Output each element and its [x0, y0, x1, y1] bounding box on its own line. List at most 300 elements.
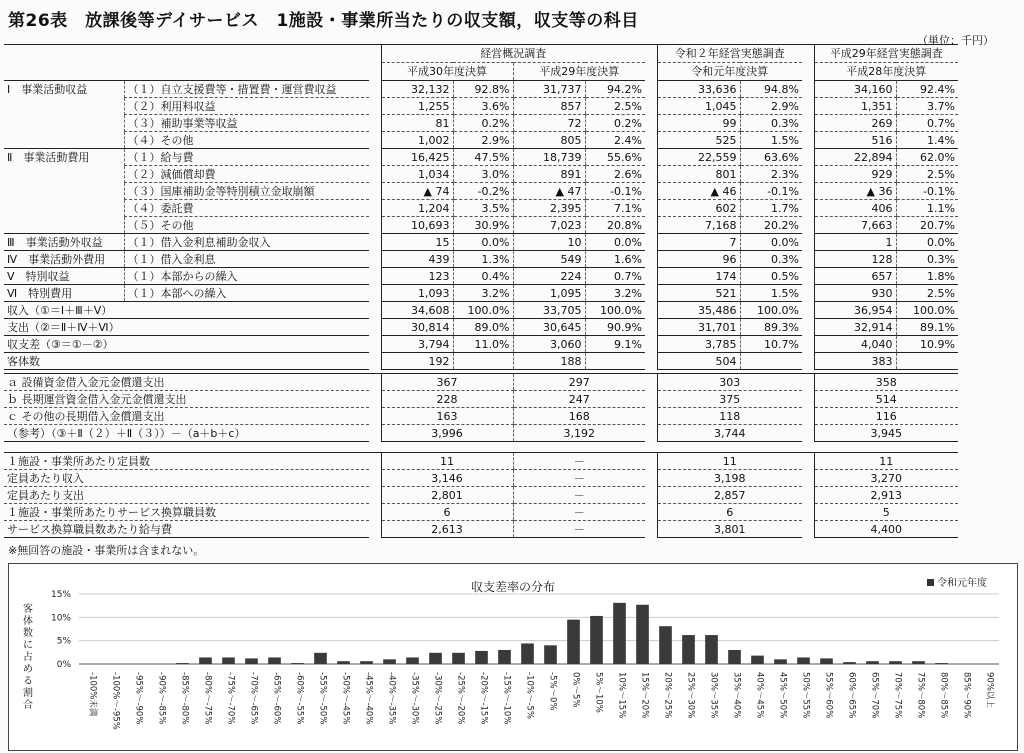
pct-a: 3.5% — [453, 200, 513, 217]
table-row — [4, 251, 958, 268]
value-d: 32,914 — [814, 319, 896, 336]
value-d: 514 — [814, 391, 958, 408]
bar — [613, 603, 626, 664]
value-d: 128 — [814, 251, 896, 268]
value-a: 6 — [381, 504, 513, 521]
value-a: 1,093 — [381, 285, 453, 302]
spacer — [802, 353, 814, 370]
chart-title: 収支差率の分布 — [470, 580, 555, 594]
header-col-a: 平成30年度決算 — [381, 63, 513, 81]
pct-a: 47.5% — [453, 149, 513, 166]
value-c: 303 — [657, 374, 802, 391]
x-tick-label: 85%～90% — [961, 672, 972, 719]
bar — [314, 653, 327, 664]
spacer — [645, 149, 657, 166]
spacer — [645, 217, 657, 234]
value-b: 3,192 — [513, 425, 645, 442]
table-row — [4, 425, 958, 442]
y-tick-label: 0% — [56, 660, 71, 670]
pct-a: 3.2% — [453, 285, 513, 302]
value-a: 3,996 — [381, 425, 513, 442]
value-b: 549 — [513, 251, 585, 268]
pct-d: 10.9% — [896, 336, 958, 353]
table-row — [4, 166, 958, 183]
value-a: 1,002 — [381, 132, 453, 149]
row-label: ｃ その他の長期借入金償還支出 — [4, 408, 369, 425]
value-a: 123 — [381, 268, 453, 285]
income-expense-table — [4, 44, 958, 370]
value-a: 16,425 — [381, 149, 453, 166]
spacer — [369, 302, 381, 319]
header-group-3: 平成29年経営実態調査 — [814, 45, 958, 63]
pct-b: 55.6% — [585, 149, 645, 166]
spacer — [369, 149, 381, 166]
spacer — [369, 336, 381, 353]
value-d: 1 — [814, 234, 896, 251]
spacer — [802, 302, 814, 319]
pct-b: 2.5% — [585, 98, 645, 115]
pct-b: 9.1% — [585, 336, 645, 353]
spacer — [802, 132, 814, 149]
header-group-2: 令和２年経営実態調査 — [657, 45, 802, 63]
value-c: 33,636 — [657, 81, 740, 98]
x-tick-label: 20%～25% — [662, 672, 673, 719]
value-b: 72 — [513, 115, 585, 132]
spacer — [802, 336, 814, 353]
value-b: 10 — [513, 234, 585, 251]
spacer — [802, 98, 814, 115]
bar — [774, 659, 787, 664]
spacer — [369, 487, 381, 504]
pct-d: 0.0% — [896, 234, 958, 251]
spacer — [645, 487, 657, 504]
bar — [383, 659, 396, 664]
value-a: 34,608 — [381, 302, 453, 319]
value-b: 805 — [513, 132, 585, 149]
bar — [406, 657, 419, 664]
footnote: ※無回答の施設・事業所は含まれない。 — [8, 544, 205, 557]
value-c: 3,198 — [657, 470, 802, 487]
value-b: － — [513, 453, 645, 470]
x-tick-label: -95%～-90% — [133, 672, 144, 725]
value-c: 7,168 — [657, 217, 740, 234]
x-tick-label: -80%～-75% — [202, 672, 213, 725]
table-row — [4, 391, 958, 408]
spacer — [802, 217, 814, 234]
total-label: 客体数 — [4, 353, 369, 370]
table-row — [4, 234, 958, 251]
value-d: 22,894 — [814, 149, 896, 166]
pct-c: 0.5% — [740, 268, 802, 285]
value-d: 3,945 — [814, 425, 958, 442]
spacer — [369, 98, 381, 115]
spacer — [645, 453, 657, 470]
spacer — [645, 251, 657, 268]
value-a: 2,801 — [381, 487, 513, 504]
row-category — [4, 115, 124, 132]
pct-b: 7.1% — [585, 200, 645, 217]
row-category: Ⅰ 事業活動収益 — [7, 82, 88, 96]
pct-b: 1.6% — [585, 251, 645, 268]
row-label: １施設・事業所あたりサービス換算職員数 — [4, 504, 369, 521]
row-item: （５）その他 — [124, 217, 369, 234]
spacer — [645, 302, 657, 319]
spacer — [369, 391, 381, 408]
pct-d: 89.1% — [896, 319, 958, 336]
value-b: 247 — [513, 391, 645, 408]
value-c: 35,486 — [657, 302, 740, 319]
x-tick-label: 80%～85% — [938, 672, 949, 719]
value-c: 3,785 — [657, 336, 740, 353]
value-d: 116 — [814, 408, 958, 425]
pct-a: 89.0% — [453, 319, 513, 336]
pct-c: 89.3% — [740, 319, 802, 336]
pct-d: 2.5% — [896, 285, 958, 302]
table-row — [4, 521, 958, 538]
x-tick-label: 70%～75% — [892, 672, 903, 719]
row-category — [4, 132, 124, 149]
bar — [843, 662, 856, 664]
spacer — [645, 166, 657, 183]
pct-b: 20.8% — [585, 217, 645, 234]
value-b: 31,737 — [513, 81, 585, 98]
capacity-table — [4, 452, 958, 538]
header-row-1 — [4, 45, 958, 63]
x-tick-label: -30%～-25% — [432, 672, 443, 725]
pct-d: 3.7% — [896, 98, 958, 115]
value-a: 32,132 — [381, 81, 453, 98]
pct-a: 2.9% — [453, 132, 513, 149]
y-tick-label: 5% — [56, 636, 71, 647]
x-tick-label: 15%～20% — [639, 672, 650, 719]
bar — [912, 661, 925, 664]
spacer — [802, 319, 814, 336]
value-b: 33,705 — [513, 302, 585, 319]
value-c: ▲ 46 — [657, 183, 740, 200]
value-b: ▲ 47 — [513, 183, 585, 200]
value-c: 6 — [657, 504, 802, 521]
value-d: 1,351 — [814, 98, 896, 115]
pct-b: 90.9% — [585, 319, 645, 336]
total-row — [4, 302, 958, 319]
pct-c: 10.7% — [740, 336, 802, 353]
spacer — [645, 183, 657, 200]
value-b: 224 — [513, 268, 585, 285]
x-tick-label: -70%～-65% — [248, 672, 259, 725]
total-row — [4, 319, 958, 336]
x-tick-label: -55%～-50% — [317, 672, 328, 725]
spacer — [645, 268, 657, 285]
value-a: 1,034 — [381, 166, 453, 183]
pct-b — [585, 353, 645, 370]
bar — [337, 661, 350, 664]
value-c: 3,801 — [657, 521, 802, 538]
spacer — [369, 285, 381, 302]
bar — [659, 626, 672, 664]
value-c: 31,701 — [657, 319, 740, 336]
row-category: Ⅳ 事業活動外費用 — [4, 251, 124, 268]
spacer — [369, 200, 381, 217]
value-b: 18,739 — [513, 149, 585, 166]
x-tick-label: 35%～40% — [731, 672, 742, 719]
bar — [820, 658, 833, 664]
value-a: 1,255 — [381, 98, 453, 115]
x-tick-label: 30%～35% — [708, 672, 719, 719]
bar — [544, 645, 557, 664]
spacer — [802, 200, 814, 217]
value-a: 30,814 — [381, 319, 453, 336]
spacer — [645, 353, 657, 370]
x-tick-label: -100%未満 — [87, 672, 98, 717]
value-c: 99 — [657, 115, 740, 132]
spacer — [645, 200, 657, 217]
spacer — [645, 132, 657, 149]
table-row — [4, 268, 958, 285]
value-b: 30,645 — [513, 319, 585, 336]
pct-d: 1.8% — [896, 268, 958, 285]
total-row — [4, 336, 958, 353]
pct-a: -0.2% — [453, 183, 513, 200]
spacer — [645, 521, 657, 538]
pct-c: 100.0% — [740, 302, 802, 319]
bar — [636, 605, 649, 664]
spacer — [802, 487, 814, 504]
spacer — [802, 268, 814, 285]
pct-c — [740, 353, 802, 370]
pct-c: -0.1% — [740, 183, 802, 200]
pct-d — [896, 353, 958, 370]
value-c: 118 — [657, 408, 802, 425]
value-d: 657 — [814, 268, 896, 285]
spacer — [802, 115, 814, 132]
bar — [682, 635, 695, 664]
x-tick-label: 65%～70% — [869, 672, 880, 719]
pct-b: 2.6% — [585, 166, 645, 183]
value-b: 891 — [513, 166, 585, 183]
value-d: 269 — [814, 115, 896, 132]
pct-d: 92.4% — [896, 81, 958, 98]
value-a: 163 — [381, 408, 513, 425]
row-label: 定員あたり支出 — [4, 487, 369, 504]
total-row — [4, 353, 958, 370]
pct-d: 1.1% — [896, 200, 958, 217]
value-d: 516 — [814, 132, 896, 149]
pct-c: 1.5% — [740, 132, 802, 149]
spacer — [802, 166, 814, 183]
spacer — [645, 285, 657, 302]
value-c: 521 — [657, 285, 740, 302]
pct-c: 63.6% — [740, 149, 802, 166]
spacer — [645, 98, 657, 115]
spacer — [369, 408, 381, 425]
pct-c: 2.9% — [740, 98, 802, 115]
value-c: 3,744 — [657, 425, 802, 442]
row-item: （１）借入金利息 — [124, 251, 369, 268]
row-item: （２）減価償却費 — [124, 166, 369, 183]
x-tick-label: -100%～-95% — [110, 672, 121, 730]
pct-a: 11.0% — [453, 336, 513, 353]
value-d: ▲ 36 — [814, 183, 896, 200]
x-tick-label: 45%～50% — [777, 672, 788, 719]
bar — [935, 663, 948, 664]
value-d: 11 — [814, 453, 958, 470]
pct-a: 3.0% — [453, 166, 513, 183]
spacer — [369, 234, 381, 251]
pct-c: 20.2% — [740, 217, 802, 234]
value-a: 192 — [381, 353, 453, 370]
bar — [291, 663, 304, 664]
row-label: ａ 設備資金借入金元金償還支出 — [4, 374, 369, 391]
spacer — [369, 115, 381, 132]
header-col-b: 平成29年度決算 — [513, 63, 645, 81]
pct-d: 0.7% — [896, 115, 958, 132]
spacer — [369, 353, 381, 370]
table-row — [4, 487, 958, 504]
row-label: ｂ 長期運営資金借入金元金償還支出 — [4, 391, 369, 408]
value-a: 15 — [381, 234, 453, 251]
spacer — [802, 504, 814, 521]
value-b: 297 — [513, 374, 645, 391]
spacer — [645, 81, 657, 98]
value-d: 36,954 — [814, 302, 896, 319]
bar — [245, 658, 258, 664]
spacer — [369, 425, 381, 442]
header-col-c: 令和元年度決算 — [657, 63, 802, 81]
x-tick-label: -15%～-10% — [501, 672, 512, 725]
spacer — [645, 234, 657, 251]
x-tick-label: 5%～10% — [593, 672, 604, 713]
spacer — [369, 217, 381, 234]
row-item: （１）給与費 — [124, 149, 369, 166]
value-a: 3,146 — [381, 470, 513, 487]
pct-a: 1.3% — [453, 251, 513, 268]
bar — [498, 650, 511, 664]
pct-a — [453, 353, 513, 370]
total-label: 支出（②＝Ⅱ＋Ⅳ＋Ⅵ） — [4, 319, 369, 336]
row-item: （１）借入金利息補助金収入 — [124, 234, 369, 251]
row-category: Ⅲ 事業活動外収益 — [4, 234, 124, 251]
pct-c: 1.7% — [740, 200, 802, 217]
value-c: 504 — [657, 353, 740, 370]
distribution-chart — [8, 563, 1018, 751]
value-c: 22,559 — [657, 149, 740, 166]
x-tick-label: 55%～60% — [823, 672, 834, 719]
x-tick-label: 50%～55% — [800, 672, 811, 719]
row-category — [4, 217, 124, 234]
value-a: 439 — [381, 251, 453, 268]
pct-b: 100.0% — [585, 302, 645, 319]
row-label: １施設・事業所あたり定員数 — [4, 453, 369, 470]
spacer — [369, 504, 381, 521]
x-tick-label: 40%～45% — [754, 672, 765, 719]
spacer — [645, 336, 657, 353]
pct-b: 0.7% — [585, 268, 645, 285]
row-label: サービス換算職員数あたり給与費 — [4, 521, 369, 538]
pct-b: 3.2% — [585, 285, 645, 302]
spacer — [802, 285, 814, 302]
pct-d: 62.0% — [896, 149, 958, 166]
pct-d: 2.5% — [896, 166, 958, 183]
row-category — [4, 98, 124, 115]
value-c: 525 — [657, 132, 740, 149]
table-row — [4, 132, 958, 149]
value-a: 2,613 — [381, 521, 513, 538]
value-d: 929 — [814, 166, 896, 183]
table-row — [4, 200, 958, 217]
pct-c: 2.3% — [740, 166, 802, 183]
x-tick-label: 60%～65% — [846, 672, 857, 719]
table-row — [4, 470, 958, 487]
value-a: ▲ 74 — [381, 183, 453, 200]
bar — [728, 650, 741, 664]
table-row — [4, 183, 958, 200]
value-d: 4,400 — [814, 521, 958, 538]
value-c: 1,045 — [657, 98, 740, 115]
y-tick-label: 10% — [50, 613, 71, 624]
pct-d: 0.3% — [896, 251, 958, 268]
pct-c: 0.3% — [740, 251, 802, 268]
spacer — [369, 470, 381, 487]
y-tick-label: 15% — [50, 590, 71, 600]
row-category: Ⅵ 特別費用 — [4, 285, 124, 302]
x-tick-label: -60%～-55% — [294, 672, 305, 725]
spacer — [802, 183, 814, 200]
bar — [866, 661, 879, 664]
pct-b: 94.2% — [585, 81, 645, 98]
spacer — [369, 183, 381, 200]
pct-a: 3.6% — [453, 98, 513, 115]
spacer — [645, 374, 657, 391]
x-tick-label: -25%～-20% — [455, 672, 466, 725]
x-tick-label: -5%～0% — [547, 672, 558, 711]
bar — [268, 657, 281, 664]
spacer — [369, 251, 381, 268]
value-d: 930 — [814, 285, 896, 302]
spacer — [802, 425, 814, 442]
x-tick-label: -35%～-30% — [409, 672, 420, 725]
value-d: 3,270 — [814, 470, 958, 487]
bar — [521, 643, 534, 664]
spacer — [369, 319, 381, 336]
value-a: 228 — [381, 391, 513, 408]
spacer — [369, 453, 381, 470]
x-tick-label: -40%～-35% — [386, 672, 397, 725]
spacer — [802, 234, 814, 251]
pct-a: 100.0% — [453, 302, 513, 319]
table-row — [4, 115, 958, 132]
pct-d: 100.0% — [896, 302, 958, 319]
spacer — [645, 391, 657, 408]
pct-a: 0.0% — [453, 234, 513, 251]
spacer — [645, 408, 657, 425]
x-tick-label: -50%～-45% — [340, 672, 351, 725]
value-b: － — [513, 521, 645, 538]
debt-repayment-table — [4, 373, 958, 442]
value-b: 7,023 — [513, 217, 585, 234]
value-b: － — [513, 470, 645, 487]
value-b: － — [513, 487, 645, 504]
pct-b: 2.4% — [585, 132, 645, 149]
row-category: Ⅱ 事業活動費用 — [7, 150, 90, 164]
row-category — [4, 166, 124, 183]
value-d: 5 — [814, 504, 958, 521]
row-item: （４）委託費 — [124, 200, 369, 217]
value-b: 2,395 — [513, 200, 585, 217]
table-row — [4, 374, 958, 391]
spacer — [369, 374, 381, 391]
table-row — [4, 504, 958, 521]
unit-label: （単位：千円） — [917, 34, 994, 47]
